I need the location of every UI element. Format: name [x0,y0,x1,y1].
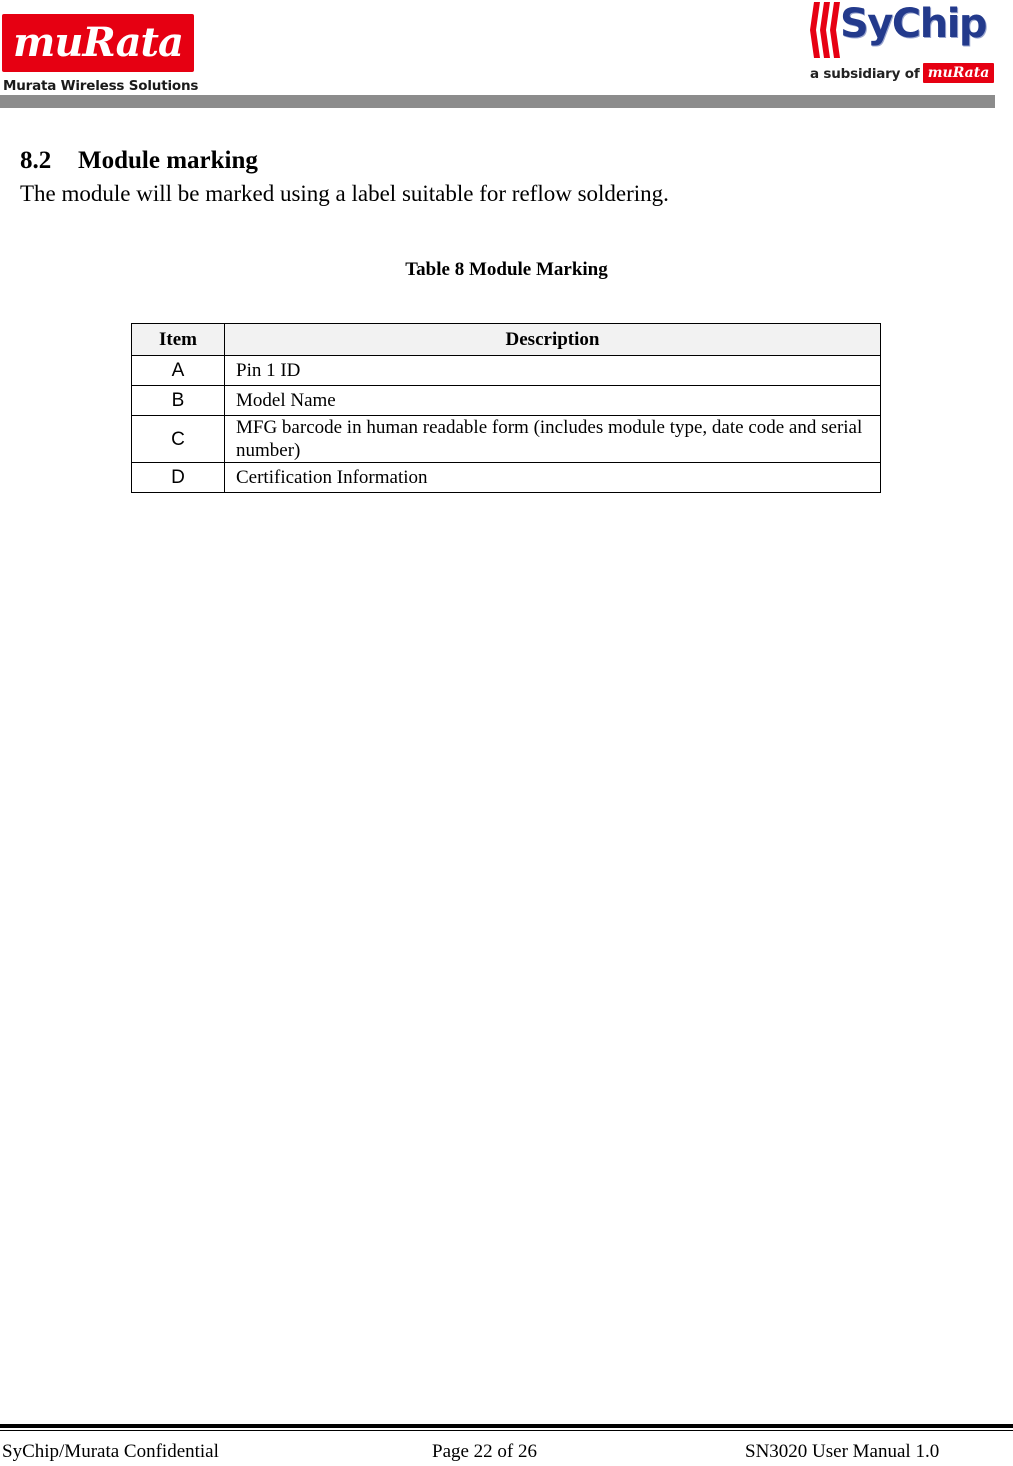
footer-confidential: SyChip/Murata Confidential [2,1441,219,1462]
sychip-wave-icon [804,0,844,60]
table-row [132,416,881,463]
murata-tagline: Murata Wireless Solutions [3,78,199,94]
table-cell-description: Model Name [225,386,881,416]
module-marking-table [131,323,881,493]
footer-rule-thick [0,1424,1013,1428]
table-cell-item: C [132,416,225,463]
sychip-tagline: a subsidiary of [810,66,920,82]
sychip-tagline-murata-wordmark: muRata [927,65,990,81]
murata-logo-wordmark: muRata [13,19,183,66]
section-heading [20,147,258,175]
table-row [132,463,881,493]
table-cell-description: MFG barcode in human readable form (includes module type, date code and serial number) [225,416,881,463]
column-header-item: Item [132,324,225,356]
header-divider-bar [0,95,995,108]
sychip-logo [804,0,1000,92]
sychip-logo-wordmark: SyChip [840,1,987,47]
table-caption: Table 8 Module Marking [405,259,608,280]
table-cell-item: D [132,463,225,493]
table-header-row [132,324,881,356]
section-title: Module marking [78,147,258,174]
table-row [132,356,881,386]
murata-logo [2,14,199,94]
section-intro: The module will be marked using a label suitable for reflow soldering. [20,181,669,206]
table-cell-item: B [132,386,225,416]
column-header-description: Description [225,324,881,356]
footer-document-title: SN3020 User Manual 1.0 [745,1441,940,1462]
murata-logo-badge [2,14,194,72]
footer-rule-thin [0,1430,1013,1431]
footer-page-number: Page 22 of 26 [432,1441,538,1462]
section-number: 8.2 [20,147,52,174]
table-cell-description: Pin 1 ID [225,356,881,386]
sychip-tagline-murata-badge [923,63,994,83]
table-cell-description: Certification Information [225,463,881,493]
table-cell-item: A [132,356,225,386]
table-row [132,386,881,416]
